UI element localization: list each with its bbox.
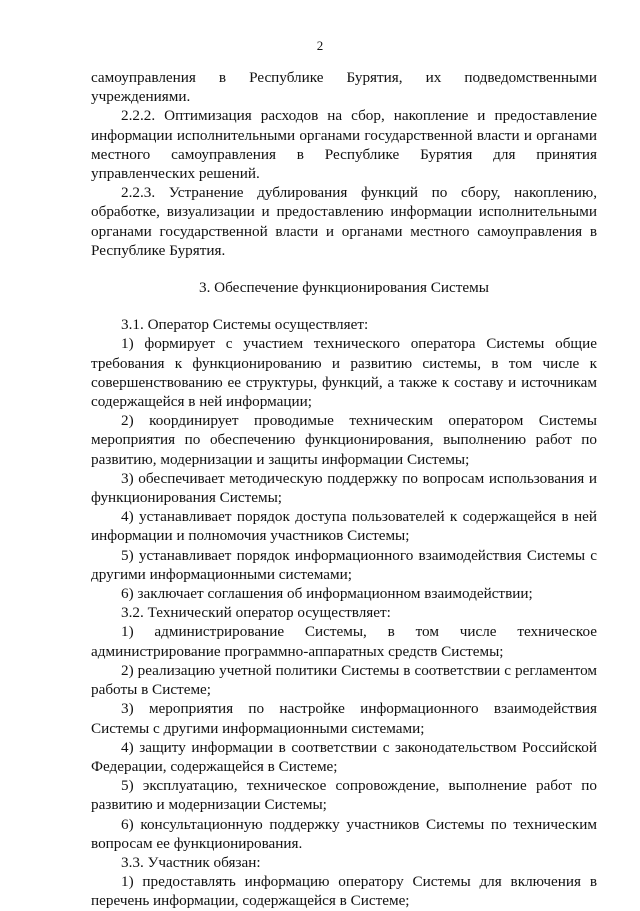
list-item-3-1-1: 1) формирует с участием технического оператора Системы общие требования к функционированию и развитию системы, в том числе к совершенствованию ее структуры, функций, а также к составу и источникам содержащейся в ней информации; <box>91 335 597 411</box>
list-item-3-2-1: 1) администрирование Системы, в том числе техническое администрирование программно-аппаратных средств Системы; <box>91 623 597 660</box>
list-item-3-3-1: 1) предоставлять информацию оператору Системы для включения в перечень информации, содержащейся в Системе; <box>91 873 597 910</box>
list-item-3-2-4: 4) защиту информации в соответствии с законодательством Российской Федерации, содержащейся в Системе; <box>91 738 597 775</box>
list-item-3-2-5: 5) эксплуатацию, техническое сопровождение, выполнение работ по развитию и модернизации Системы; <box>91 777 597 814</box>
page-number: 2 <box>316 38 324 53</box>
list-item-3-1-2: 2) координирует проводимые техническим оператором Системы мероприятия по обеспечению функционирования, выполнению работ по развитию, модернизации и защиты информации Системы; <box>91 412 597 468</box>
paragraph-3-2: 3.2. Технический оператор осуществляет: <box>121 604 391 622</box>
list-item-3-2-6: 6) консультационную поддержку участников Системы по техническим вопросам ее функционирования. <box>91 815 597 852</box>
paragraph-2-2-3: 2.2.3. Устранение дублирования функций по сбору, накоплению, обработке, визуализации и предоставлению информации исполнительными органами государственной власти и органами местного самоуправления в Республике Бурятия. <box>91 184 597 259</box>
paragraph-3-3: 3.3. Участник обязан: <box>121 853 261 871</box>
list-item-3-1-3: 3) обеспечивает методическую поддержку по вопросам использования и функционирования Системы; <box>91 469 597 507</box>
spacer <box>91 297 597 315</box>
spacer <box>91 260 597 278</box>
list-item-3-2-3: 3) мероприятия по настройке информационного взаимодействия Системы с другими информационными системами; <box>91 700 597 737</box>
list-item-3-1-4: 4) устанавливает порядок доступа пользователей к содержащейся в ней информации и полномочия участников Системы; <box>91 508 597 545</box>
section-heading: 3. Обеспечение функционирования Системы <box>198 279 489 297</box>
paragraph-3-1: 3.1. Оператор Системы осуществляет: <box>121 316 369 334</box>
paragraph-continuation: самоуправления в Республике Бурятия, их подведомственными учреждениями. <box>91 69 597 106</box>
list-item-3-1-6: 6) заключает соглашения об информационном взаимодействии; <box>121 585 533 603</box>
document-body <box>91 68 597 911</box>
list-item-3-2-2: 2) реализацию учетной политики Системы в соответствии с регламентом работы в Системе; <box>91 661 597 699</box>
paragraph-2-2-2: 2.2.2. Оптимизация расходов на сбор, накопление и предоставление информации исполнительными органами государственной власти и органами местного самоуправления в Республике Бурятия для принятия управленческих решений. <box>91 107 597 183</box>
list-item-3-1-5: 5) устанавливает порядок информационного взаимодействия Системы с другими информационными системами; <box>91 546 597 583</box>
